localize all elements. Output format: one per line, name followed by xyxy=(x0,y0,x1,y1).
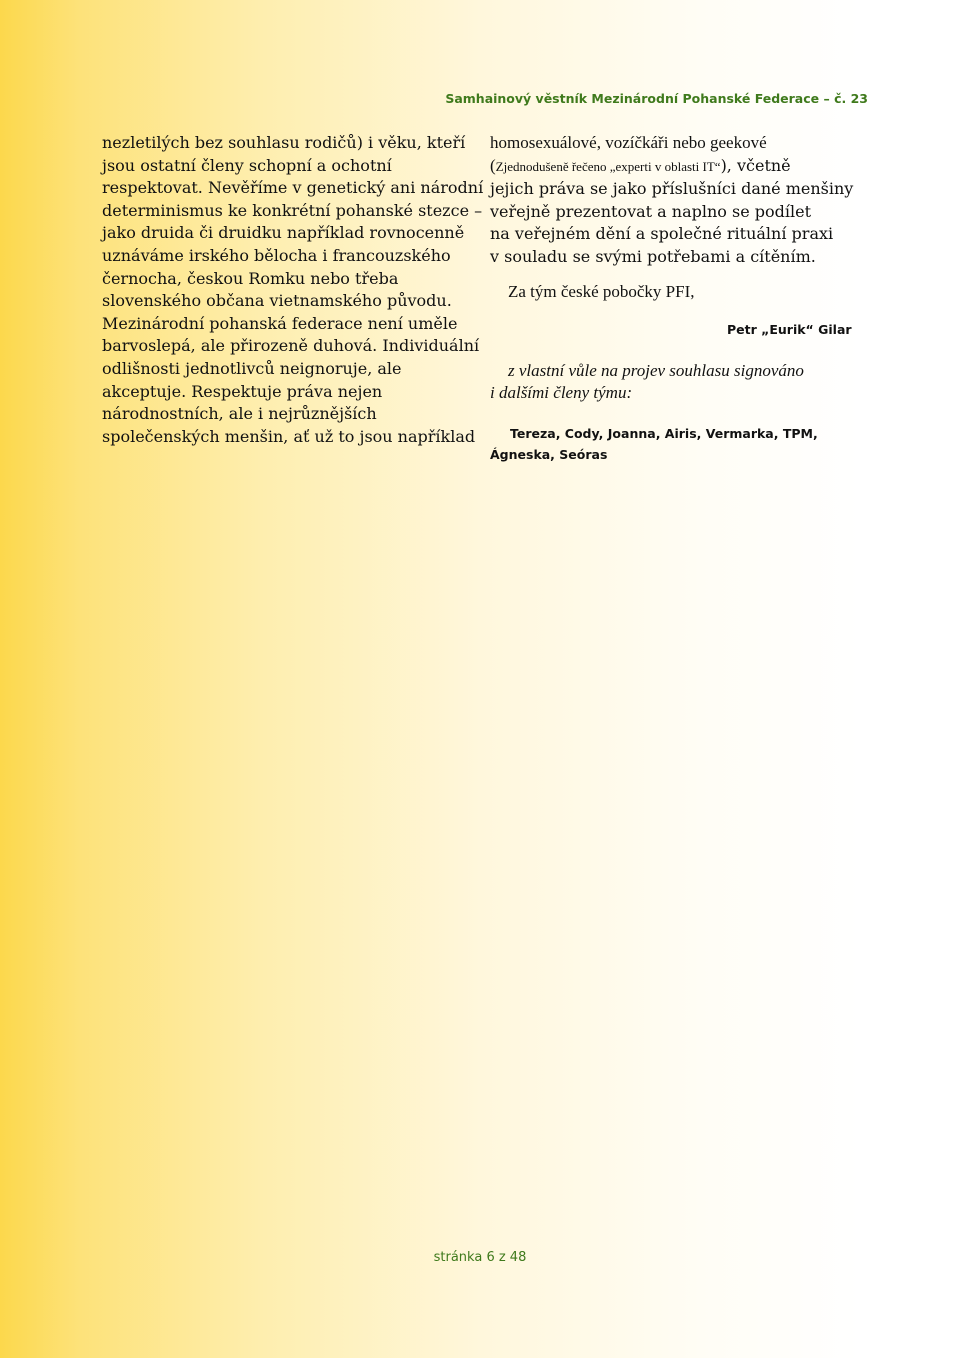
text-line: akceptuje. Respektuje práva nejen xyxy=(102,381,383,401)
text-line: na veřejném dění a společné rituální praxi xyxy=(490,224,834,244)
text-line: společenských menšin, ať už to jsou například xyxy=(102,426,476,446)
members-line: Ágneska, Seóras xyxy=(490,447,608,462)
members-line: Tereza, Cody, Joanna, Airis, Vermarka, TPM, xyxy=(510,426,818,441)
intro-line: i dalšími členy týmu: xyxy=(490,383,633,402)
text-line: homosexuálové, vozíčkáři nebo geekové xyxy=(490,133,767,152)
text-line xyxy=(490,155,870,179)
cosigners-intro xyxy=(490,360,804,404)
text-line: odlišnosti jednotlivců neignoruje, ale xyxy=(102,358,402,378)
text-line: slovenského občana vietnamského původu. xyxy=(102,291,452,311)
text-line: Mezinárodní pohanská federace není uměle xyxy=(102,313,458,333)
text-line: jako druida či druidku například rovnocenně xyxy=(102,223,465,243)
text-line: respektovat. Nevěříme v genetický ani národní xyxy=(102,178,484,198)
text-fragment: ), včetně xyxy=(720,155,791,175)
text-line: jsou ostatní členy schopní a ochotní xyxy=(102,155,392,175)
text-line: veřejně prezentovat a naplno se podílet xyxy=(490,201,812,221)
newsletter-header: Samhainový věstník Mezinárodní Pohanské Federace – č. 23 xyxy=(445,91,868,106)
right-column xyxy=(490,132,870,269)
signature-name: Petr „Eurik“ Gilar xyxy=(727,322,852,337)
text-line: barvoslepá, ale přirozeně duhová. Individuální xyxy=(102,336,480,356)
text-line: v souladu se svými potřebami a cítěním. xyxy=(490,246,816,266)
text-line: uznáváme irského bělocha i francouzského xyxy=(102,245,451,265)
parenthetical-note: Zjednodušeně řečeno „experti v oblasti IT“ xyxy=(495,158,721,174)
text-line: nezletilých bez souhlasu rodičů) i věku, kteří xyxy=(102,133,466,152)
paren-open: ( xyxy=(490,155,496,175)
text-line: determinismus ke konkrétní pohanské stezce – xyxy=(102,200,483,220)
team-members xyxy=(490,423,818,465)
text-line: jejich práva se jako příslušníci dané menšiny xyxy=(490,179,854,199)
page-number: stránka 6 z 48 xyxy=(433,1250,527,1265)
text-line: černocha, českou Romku nebo třeba xyxy=(102,268,399,288)
intro-line: z vlastní vůle na projev souhlasu signováno xyxy=(508,361,804,380)
left-column xyxy=(102,132,484,448)
text-line: národnostních, ale i nejrůznějších xyxy=(102,404,377,424)
closing-greeting: Za tým české pobočky PFI, xyxy=(508,282,695,301)
